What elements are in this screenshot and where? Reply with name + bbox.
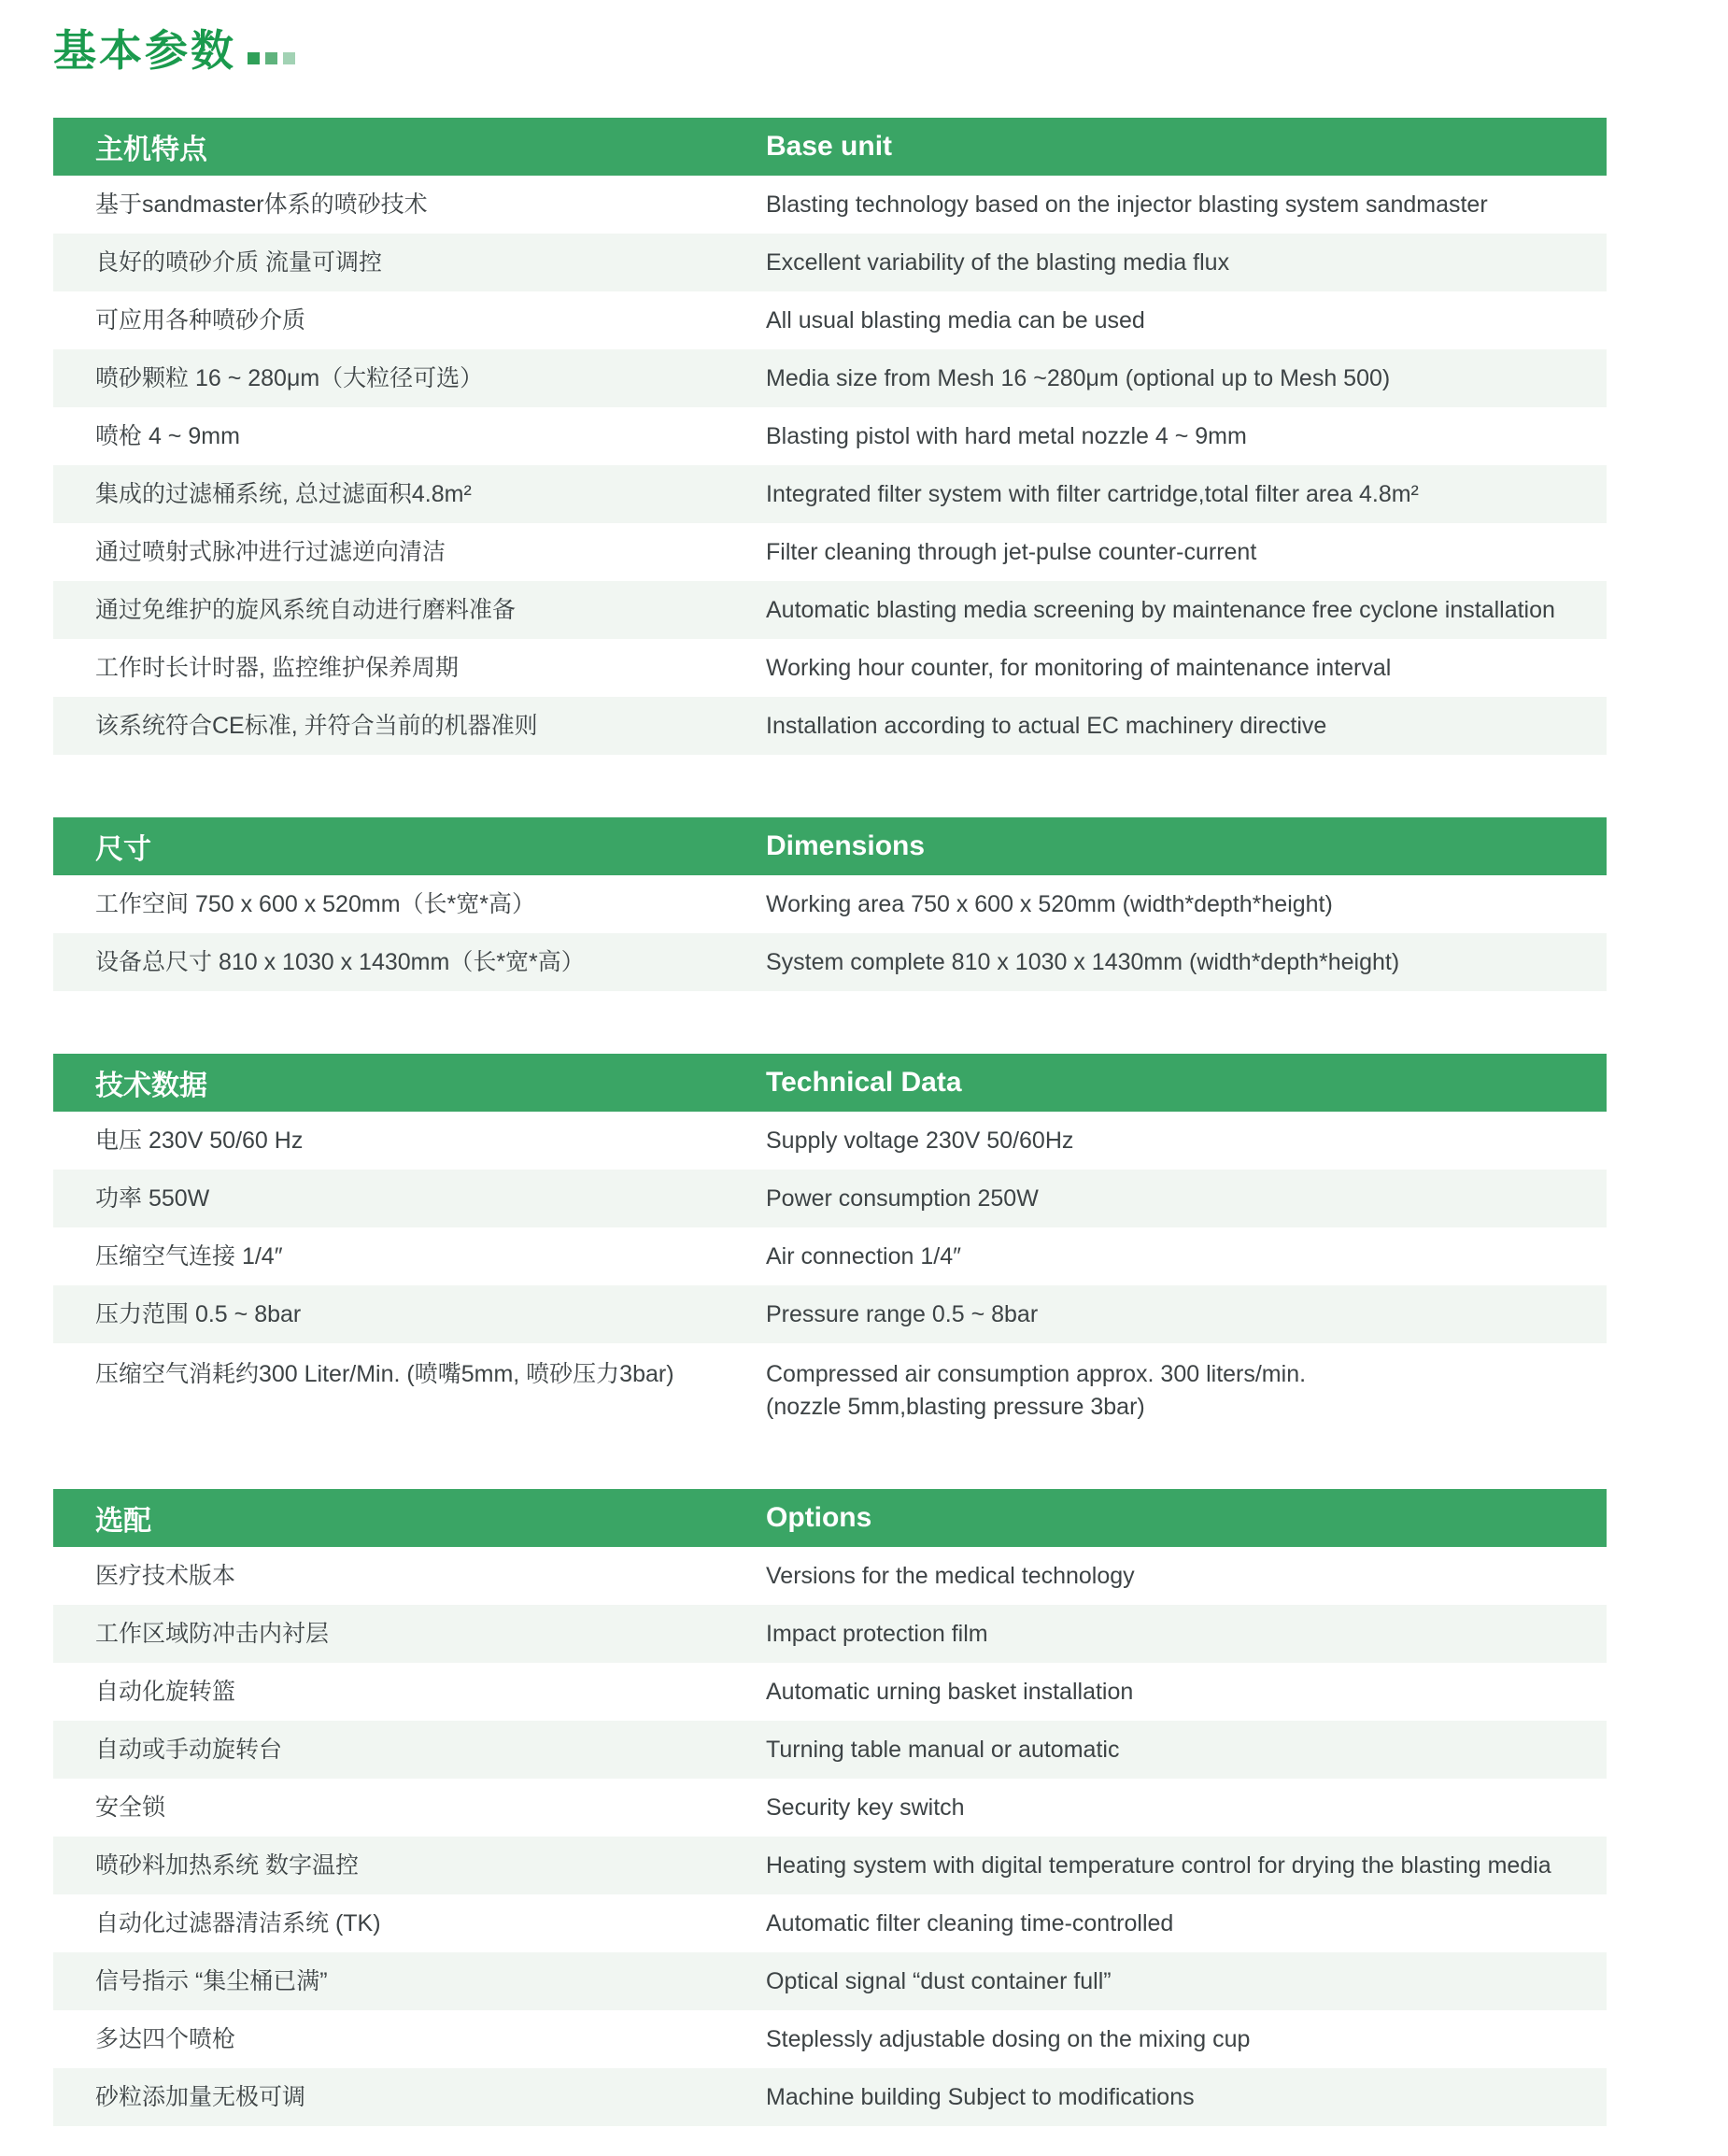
row-cell-en-line1: Versions for the medical technology (766, 1562, 1135, 1589)
row-cell-en-line1: Heating system with digital temperature control for drying the blasting media (766, 1851, 1551, 1879)
section-header (53, 118, 1607, 176)
row-cell-en (766, 1183, 1607, 1215)
row-cell-cn: 通过喷射式脉冲进行过滤逆向清洁 (95, 538, 446, 565)
table-row (53, 1285, 1607, 1343)
row-cell-en (766, 1965, 1607, 1998)
table-row (53, 176, 1607, 234)
row-cell-en (766, 1298, 1607, 1331)
row-cell-en-line1: Filter cleaning through jet-pulse counter-current (766, 538, 1257, 565)
row-cell-en-line1: All usual blasting media can be used (766, 306, 1145, 333)
table-row (53, 1112, 1607, 1170)
row-cell-en-line1: Turning table manual or automatic (766, 1736, 1120, 1763)
row-cell-cn: 设备总尺寸 810 x 1030 x 1430mm（长*宽*高） (95, 948, 585, 975)
table-row (53, 407, 1607, 465)
table-row (53, 1663, 1607, 1721)
section-options (53, 1489, 1607, 2126)
row-cell-en (766, 1908, 1607, 1940)
table-row (53, 1605, 1607, 1663)
row-cell-cn: 集成的过滤桶系统, 总过滤面积4.8m² (95, 480, 472, 507)
row-cell-en (766, 2023, 1607, 2056)
row-cell-cn: 医疗技术版本 (95, 1562, 236, 1589)
row-cell-cn: 良好的喷砂介质 流量可调控 (95, 248, 382, 276)
table-row (53, 875, 1607, 933)
section-header-cn: 主机特点 (95, 135, 207, 165)
row-cell-cn: 安全锁 (95, 1794, 166, 1821)
section-header-en: Options (766, 1502, 872, 1533)
table-row (53, 1227, 1607, 1285)
row-cell-cn: 通过免维护的旋风系统自动进行磨料准备 (95, 596, 517, 623)
row-cell-en-line1: Blasting pistol with hard metal nozzle 4 ~ 9mm (766, 422, 1247, 449)
row-cell-en-line2: (nozzle 5mm,blasting pressure 3bar) (766, 1394, 1145, 1420)
table-row (53, 234, 1607, 291)
page-title: 基本参数 (53, 26, 236, 76)
row-cell-cn: 功率 550W (95, 1184, 210, 1212)
row-cell-en (766, 1358, 1607, 1424)
row-cell-en-line1: Integrated filter system with filter cartridge,total filter area 4.8m² (766, 480, 1419, 507)
row-cell-en (766, 536, 1607, 569)
section-header (53, 1489, 1607, 1547)
row-cell-en (766, 594, 1607, 627)
table-row (53, 1837, 1607, 1894)
row-cell-en (766, 247, 1607, 279)
row-cell-cn: 工作区域防冲击内衬层 (95, 1620, 330, 1647)
section-header-en: Base unit (766, 131, 893, 162)
table-row (53, 581, 1607, 639)
section-dimensions (53, 817, 1607, 991)
row-cell-cn: 压缩空气连接 1/4″ (95, 1242, 283, 1269)
table-row (53, 2068, 1607, 2126)
row-cell-en (766, 1850, 1607, 1882)
section-header-en: Dimensions (766, 830, 926, 861)
row-cell-en (766, 420, 1607, 453)
table-row (53, 349, 1607, 407)
row-cell-en-line1: Blasting technology based on the injector blasting system sandmaster (766, 191, 1488, 218)
section-header (53, 1054, 1607, 1112)
section-header-cn: 选配 (95, 1506, 151, 1537)
row-cell-en-line1: Security key switch (766, 1794, 965, 1821)
row-cell-en (766, 1560, 1607, 1593)
section-header-cn: 尺寸 (95, 834, 151, 865)
table-row (53, 933, 1607, 991)
row-cell-en (766, 1241, 1607, 1273)
row-cell-cn: 自动化旋转篮 (95, 1678, 236, 1705)
row-cell-en (766, 1734, 1607, 1766)
row-cell-cn: 电压 230V 50/60 Hz (95, 1127, 304, 1154)
section-header (53, 817, 1607, 875)
row-cell-en-line1: Automatic urning basket installation (766, 1678, 1134, 1705)
row-cell-en-line1: Power consumption 250W (766, 1184, 1039, 1212)
row-cell-cn: 可应用各种喷砂介质 (95, 306, 306, 333)
row-cell-en (766, 888, 1607, 921)
row-cell-cn: 喷枪 4 ~ 9mm (95, 422, 240, 449)
title-accent-squares (248, 52, 295, 64)
table-row (53, 1721, 1607, 1779)
row-cell-en (766, 478, 1607, 511)
row-cell-cn: 砂粒添加量无极可调 (95, 2083, 306, 2110)
table-row (53, 1343, 1607, 1452)
row-cell-en-line1: Automatic blasting media screening by maintenance free cyclone installation (766, 596, 1555, 623)
sections (53, 118, 1607, 2126)
row-cell-cn: 压力范围 0.5 ~ 8bar (95, 1300, 302, 1327)
table-row (53, 639, 1607, 697)
row-cell-en (766, 1125, 1607, 1157)
row-cell-cn: 工作时长计时器, 监控维护保养周期 (95, 654, 459, 681)
row-cell-en-line1: Media size from Mesh 16 ~280μm (optional up to Mesh 500) (766, 364, 1391, 391)
row-cell-en-line1: System complete 810 x 1030 x 1430mm (width*depth*height) (766, 948, 1400, 975)
section-base-unit (53, 118, 1607, 755)
row-cell-cn: 自动或手动旋转台 (95, 1736, 283, 1763)
row-cell-cn: 基于sandmaster体系的喷砂技术 (95, 191, 428, 218)
row-cell-en-line1: Working hour counter, for monitoring of maintenance interval (766, 654, 1392, 681)
row-cell-en (766, 189, 1607, 221)
row-cell-en (766, 362, 1607, 395)
row-cell-cn: 自动化过滤器清洁系统 (TK) (95, 1909, 381, 1936)
row-cell-en-line1: Air connection 1/4″ (766, 1242, 961, 1269)
row-cell-en-line1: Impact protection film (766, 1620, 988, 1647)
row-cell-en-line1: Steplessly adjustable dosing on the mixing cup (766, 2025, 1251, 2052)
row-cell-en (766, 1792, 1607, 1824)
row-cell-en-line1: Automatic filter cleaning time-controlled (766, 1909, 1174, 1936)
row-cell-en-line1: Working area 750 x 600 x 520mm (width*depth*height) (766, 890, 1333, 917)
row-cell-en (766, 305, 1607, 337)
row-cell-en-line1: Excellent variability of the blasting media flux (766, 248, 1230, 276)
row-cell-cn: 喷砂颗粒 16 ~ 280μm（大粒径可选） (95, 364, 484, 391)
table-row (53, 1894, 1607, 1952)
row-cell-en-line1: Machine building Subject to modifications (766, 2083, 1195, 2110)
table-row (53, 523, 1607, 581)
row-cell-cn: 多达四个喷枪 (95, 2025, 236, 2052)
row-cell-en-line1: Supply voltage 230V 50/60Hz (766, 1127, 1074, 1154)
row-cell-en (766, 1618, 1607, 1651)
table-row (53, 2010, 1607, 2068)
table-row (53, 1779, 1607, 1837)
section-header-cn: 技术数据 (95, 1071, 207, 1101)
row-cell-en (766, 710, 1607, 743)
row-cell-cn: 信号指示 “集尘桶已满” (95, 1967, 328, 1994)
row-cell-cn: 该系统符合CE标准, 并符合当前的机器准则 (95, 712, 538, 739)
table-row (53, 291, 1607, 349)
row-cell-en-line1: Pressure range 0.5 ~ 8bar (766, 1300, 1039, 1327)
row-cell-en (766, 652, 1607, 685)
row-cell-en-line1: Optical signal “dust container full” (766, 1967, 1112, 1994)
accent-square (248, 52, 260, 64)
table-row (53, 1952, 1607, 2010)
row-cell-cn: 工作空间 750 x 600 x 520mm（长*宽*高） (95, 890, 535, 917)
row-cell-en-line1: Compressed air consumption approx. 300 liters/min. (766, 1361, 1307, 1387)
accent-square (265, 52, 277, 64)
table-row (53, 1547, 1607, 1605)
page-title-block (53, 21, 1728, 75)
table-row (53, 1170, 1607, 1227)
section-technical-data (53, 1054, 1607, 1452)
table-row (53, 697, 1607, 755)
table-row (53, 465, 1607, 523)
row-cell-en (766, 1676, 1607, 1709)
row-cell-cn: 压缩空气消耗约300 Liter/Min. (喷嘴5mm, 喷砂压力3bar) (95, 1361, 674, 1387)
row-cell-en-line1: Installation according to actual EC machinery directive (766, 712, 1327, 739)
section-header-en: Technical Data (766, 1067, 962, 1098)
row-cell-en (766, 946, 1607, 979)
row-cell-en (766, 2081, 1607, 2114)
row-cell-cn: 喷砂料加热系统 数字温控 (95, 1851, 359, 1879)
accent-square (283, 52, 295, 64)
